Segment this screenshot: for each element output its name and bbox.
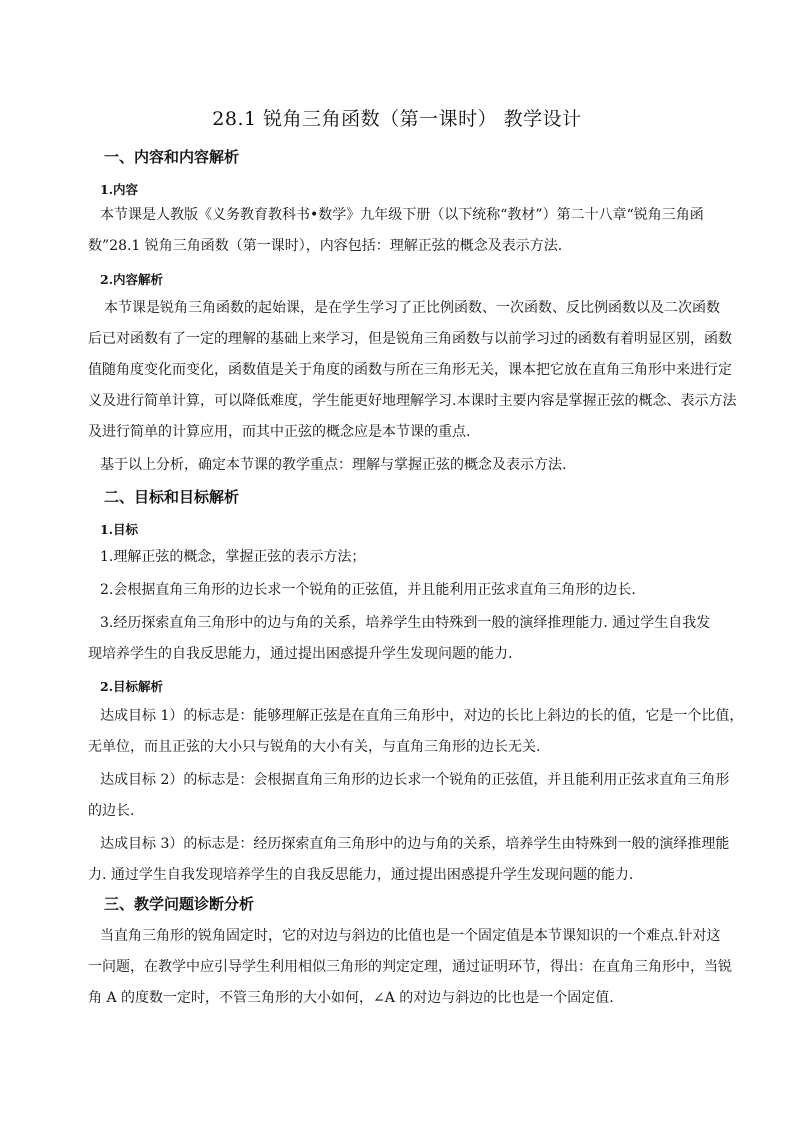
paragraph-line: 达成目标 2）的标志是：会根据直角三角形的边长求一个锐角的正弦值，并且能利用正弦求直角三角形 <box>100 772 730 788</box>
paragraph-line: 及进行简单的计算应用，而其中正弦的概念应是本节课的重点. <box>88 424 471 440</box>
paragraph-line: 一问题，在教学中应引导学生利用相似三角形的判定定理，通过证明环节，得出：在直角三角形中，当锐 <box>88 959 732 975</box>
goal-line: 1.理解正弦的概念，掌握正弦的表示方法； <box>100 549 366 565</box>
paragraph-line: 达成目标 3）的标志是：经历探索直角三角形中的边与角的关系，培养学生由特殊到一般的演绎推理能 <box>100 836 730 852</box>
section-2-sub-2: 2.目标解析 <box>100 679 164 694</box>
paragraph-line: 当直角三角形的锐角固定时，它的对边与斜边的比值也是一个固定值是本节课知识的一个难点.针对这 <box>100 928 721 944</box>
paragraph-line: 后已对函数有了一定的理解的基础上来学习，但是锐角三角函数与以前学习过的函数有着明显区别，函数 <box>88 331 732 347</box>
section-2-sub-1: 1.目标 <box>100 522 139 537</box>
paragraph-line: 的边长. <box>88 803 135 819</box>
paragraph-line: 本节课是锐角三角函数的起始课，是在学生学习了正比例函数、一次函数、反比例函数以及二次函数 <box>104 300 720 316</box>
paragraph-line: 本节课是人教版《义务教育教科书•数学》九年级下册（以下统称“教材”）第二十八章“锐角三角函 <box>100 207 704 223</box>
goal-line: 2.会根据直角三角形的边长求一个锐角的正弦值，并且能利用正弦求直角三角形的边长. <box>100 582 636 598</box>
section-3-heading: 三、教学问题诊断分析 <box>104 895 255 913</box>
paragraph-line: 基于以上分析，确定本节课的教学重点：理解与掌握正弦的概念及表示方法. <box>100 457 567 473</box>
paragraph-line: 力. 通过学生自我发现培养学生的自我反思能力，通过提出困惑提升学生发现问题的能力. <box>88 867 634 883</box>
section-1-sub-2: 2.内容解析 <box>100 272 164 287</box>
paragraph-line: 达成目标 1）的标志是：能够理解正弦是在直角三角形中，对边的长比上斜边的长的值，它是一个比值， <box>100 708 744 724</box>
section-2-heading: 二、目标和目标解析 <box>104 488 240 506</box>
paragraph-line: 角 A 的度数一定时，不管三角形的大小如何，∠A 的对边与斜边的比也是一个固定值. <box>88 990 614 1006</box>
section-1-sub-1: 1.内容 <box>100 182 139 197</box>
paragraph-line: 义及进行简单计算，可以降低难度，学生能更好地理解学习.本课时主要内容是掌握正弦的概念、表示方法 <box>88 393 737 409</box>
paragraph-line: 无单位，而且正弦的大小只与锐角的大小有关，与直角三角形的边长无关. <box>88 739 541 755</box>
paragraph-line: 值随角度变化而变化，函数值是关于角度的函数与所在三角形无关，课本把它放在直角三角形中来进行定 <box>88 362 732 378</box>
goal-line: 3.经历探索直角三角形中的边与角的关系，培养学生由特殊到一般的演绎推理能力. 通过学生自我发 <box>100 615 711 631</box>
paragraph-line: 数”28.1 锐角三角函数（第一课时），内容包括：理解正弦的概念及表示方法. <box>88 238 563 254</box>
section-1-heading: 一、内容和内容解析 <box>104 148 240 166</box>
document-title: 28.1 锐角三角函数（第一课时） 教学设计 <box>212 108 582 130</box>
goal-line: 现培养学生的自我反思能力，通过提出困惑提升学生发现问题的能力. <box>88 646 513 662</box>
